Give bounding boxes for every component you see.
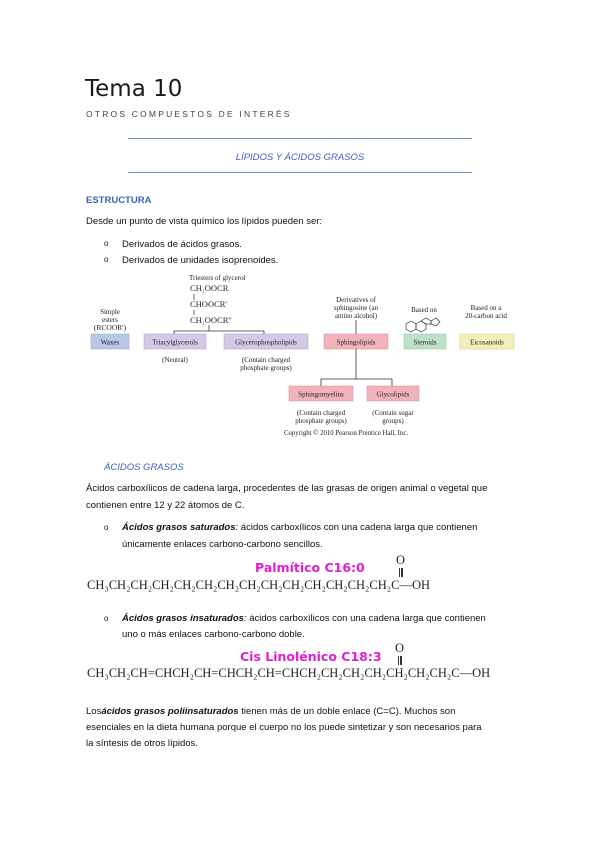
diagram-copyright: Copyright © 2010 Pearson Prentice Hall, Inc.: [283, 430, 409, 437]
box-sphingomyelins-label: Sphingomyelins: [298, 390, 344, 399]
estructura-heading: ESTRUCTURA: [86, 195, 152, 206]
page-subtitle: OTROS COMPUESTOS DE INTERÉS: [86, 109, 292, 119]
box-glycolipids-label: Glycolipids: [376, 390, 410, 399]
box-waxes-label: Waxes: [100, 338, 120, 347]
sphingosine-note: Derivatives of: [336, 296, 376, 304]
saturados-sep: :: [235, 522, 239, 533]
simple-esters-label: (RCOOR'): [93, 323, 127, 332]
simple-esters-label: esters: [102, 316, 118, 324]
bullet-icon: o: [104, 523, 109, 532]
linolenico-double-bond: [398, 656, 400, 665]
poli-line-3: la síntesis de otros lípidos.: [86, 738, 198, 749]
box-triacylglycerols-label: Triacylglycerols: [152, 338, 198, 347]
section-rule-bottom: [128, 172, 472, 173]
saturados-term: Ácidos grasos saturados: [122, 522, 236, 533]
sphingosine-note: amino alcohol): [334, 312, 378, 320]
insaturados-line-1: [122, 611, 486, 628]
section-rule-top: [128, 138, 472, 139]
bullet-icon: o: [104, 614, 109, 623]
poli-term: ácidos grasos poliinsaturados: [101, 706, 239, 717]
steroid-ring-icon: [406, 318, 440, 332]
estructura-item: Derivados de unidades isoprenoides.: [122, 255, 279, 266]
insaturados-line-2: uno o más enlaces carbono-carbono doble.: [122, 629, 305, 640]
based-on-label: Based on: [411, 306, 437, 314]
palmitico-carbonyl-o: O: [396, 553, 406, 567]
charged-caption: phosphate groups): [240, 364, 292, 372]
box-eicosanoids-label: Eicosanoids: [470, 338, 504, 347]
insaturados-term: Ácidos grasos insaturados: [122, 613, 244, 624]
linolenico-formula: CH₃CH₂CH=CHCH₂CH=CHCH₂CH=CHCH₂CH₂CH₂CH₂CH₂CH₂CH₂C—OH: [87, 666, 491, 680]
insaturados-sep: :: [243, 613, 247, 624]
charged-caption: (Contain charged: [241, 356, 291, 364]
bullet-icon: o: [104, 255, 109, 264]
estructura-intro: Desde un punto de vista químico los lípidos pueden ser:: [86, 216, 323, 227]
charged-caption: phosphate groups): [295, 417, 347, 425]
glycerol-line: CH₂OOCR'': [190, 315, 232, 325]
sugar-caption: (Contain sugar: [372, 409, 414, 417]
palmitico-double-bond: [399, 568, 401, 577]
poli-rest: tienen más de un doble enlace (C=C). Muchos son: [238, 706, 456, 717]
saturados-text: ácidos carboxílicos con una cadena larga que contienen: [238, 522, 478, 533]
glycerol-line: CHOOCR': [190, 299, 227, 309]
box-steroids-label: Steroids: [413, 338, 437, 347]
palmitico-name: Palmítico C16:0: [255, 560, 365, 575]
sphingosine-note: sphingosine (an: [333, 304, 379, 312]
glycerol-line: CH₂OOCR: [190, 283, 229, 293]
palmitico-formula: CH₃CH₂CH₂CH₂CH₂CH₂CH₂CH₂CH₂CH₂CH₂CH₂CH₂CH₂C—OH: [87, 578, 431, 592]
linolenico-carbonyl-o: O: [395, 641, 405, 655]
triesters-label: Triesters of glycerol: [189, 274, 246, 282]
based-20-label: Based on a: [470, 304, 502, 312]
estructura-item: Derivados de ácidos grasos.: [122, 239, 242, 250]
insaturados-text: ácidos carboxílicos con una cadena larga que contienen: [246, 613, 486, 624]
poli-line-2: esenciales en la dieta humana porque el cuerpo no los puede sintetizar y son necesarios para: [86, 722, 482, 733]
charged-caption: (Contain charged: [296, 409, 346, 417]
bullet-icon: o: [104, 239, 109, 248]
neutral-caption: (Neutral): [162, 356, 188, 364]
saturados-line-2: únicamente enlaces carbono-carbono sencillos.: [122, 539, 323, 550]
saturados-line-1: [122, 520, 477, 537]
section-title: LÍPIDOS Y ÁCIDOS GRASOS: [235, 152, 365, 163]
simple-esters-label: Simple: [100, 308, 120, 316]
box-glycerophospholipids-label: Glycerophospholipids: [235, 338, 297, 347]
acidos-intro-line-2: contienen entre 12 y 22 átomos de C.: [86, 500, 245, 511]
poli-pre: Los: [86, 706, 102, 717]
acidos-intro-line-1: Ácidos carboxílicos de cadena larga, procedentes de las grasas de origen animal o vegetal que: [86, 483, 488, 494]
linolenico-name: Cis Linolénico C18:3: [240, 649, 382, 664]
based-20-label: 20-carbon acid: [465, 312, 507, 320]
box-sphingolipids-label: Sphingolipids: [336, 338, 376, 347]
poli-line-1: [86, 704, 455, 721]
page-title: Tema 10: [85, 76, 183, 102]
lipid-classification-diagram: [84, 268, 524, 440]
sugar-caption: groups): [382, 417, 404, 425]
acidos-heading: ÁCIDOS GRASOS: [104, 462, 184, 473]
